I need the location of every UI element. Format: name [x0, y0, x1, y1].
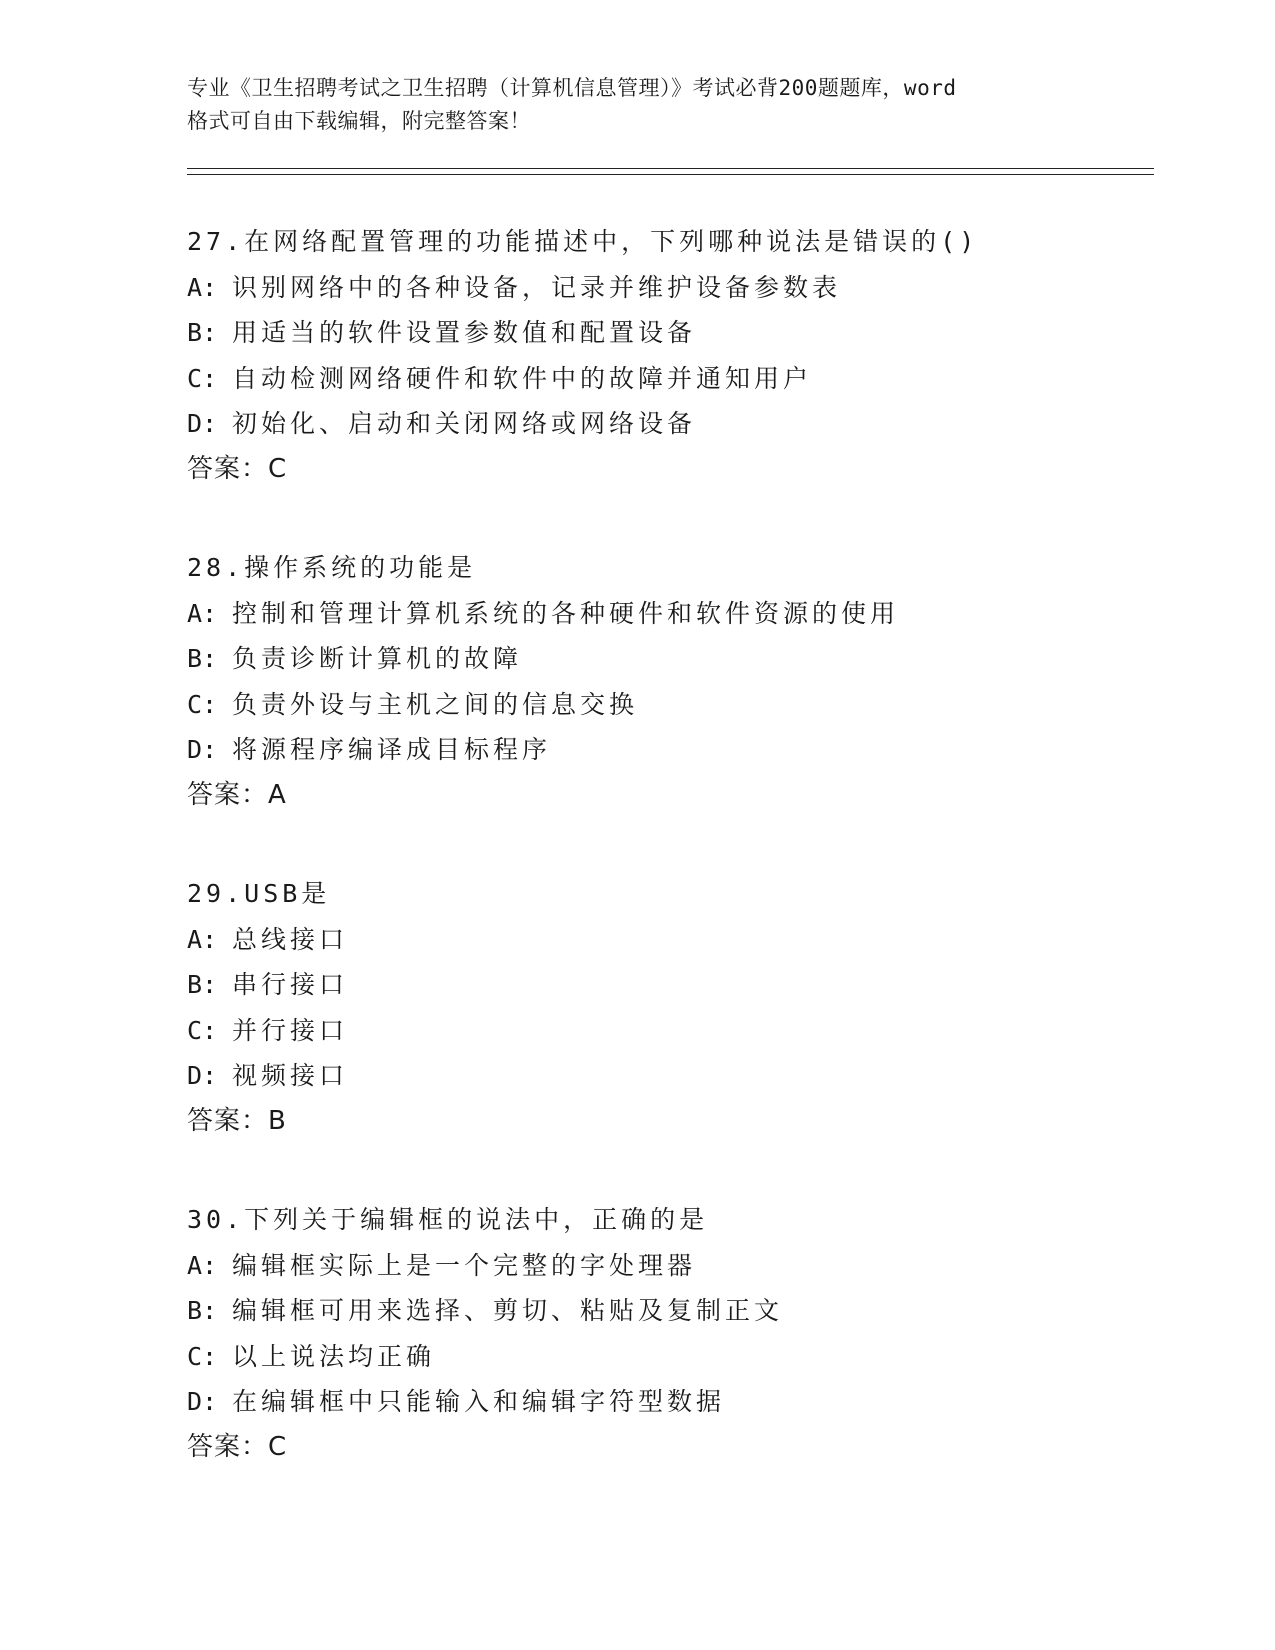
question-27 — [187, 219, 1152, 492]
option-letter: D: — [187, 1061, 218, 1090]
question-stem: 30.下列关于编辑框的说法中，正确的是 — [187, 1205, 709, 1234]
option-a — [187, 265, 1152, 311]
option-d — [187, 1053, 1152, 1099]
option-letter: C: — [187, 1341, 218, 1371]
option-text: 初始化、启动和关闭网络或网络设备 — [232, 409, 697, 438]
answer: 答案：C — [187, 453, 288, 484]
header-line-1: 专业《卫生招聘考试之卫生招聘（计算机信息管理）》考试必背200题题库，word — [187, 76, 957, 100]
option-letter: A: — [187, 1250, 218, 1280]
option-letter: B: — [187, 318, 218, 347]
option-text: 串行接口 — [232, 970, 349, 999]
option-c — [187, 682, 1152, 728]
option-text: 控制和管理计算机系统的各种硬件和软件资源的使用 — [232, 598, 900, 628]
option-letter: C: — [187, 689, 218, 719]
question-30 — [187, 1197, 1152, 1470]
option-letter: B: — [187, 644, 218, 673]
option-d — [187, 401, 1152, 447]
document-header — [187, 72, 1087, 138]
option-d — [187, 727, 1152, 773]
option-letter: B: — [187, 1296, 218, 1325]
question-stem: 29.USB是 — [187, 879, 331, 908]
option-c — [187, 356, 1152, 402]
option-text: 将源程序编译成目标程序 — [232, 735, 552, 764]
option-text: 以上说法均正确 — [232, 1341, 436, 1371]
option-a — [187, 917, 1152, 963]
question-stem: 27.在网络配置管理的功能描述中，下列哪种说法是错误的() — [187, 227, 979, 256]
option-a — [187, 1243, 1152, 1289]
option-b — [187, 1288, 1152, 1334]
question-list — [187, 219, 1152, 1470]
option-letter: A: — [187, 272, 218, 302]
answer: 答案：C — [187, 1431, 288, 1462]
option-b — [187, 962, 1152, 1008]
option-letter: D: — [187, 1387, 218, 1416]
option-letter: B: — [187, 970, 218, 999]
option-text: 在编辑框中只能输入和编辑字符型数据 — [232, 1387, 726, 1416]
option-text: 自动检测网络硬件和软件中的故障并通知用户 — [232, 363, 813, 393]
option-letter: A: — [187, 598, 218, 628]
option-text: 总线接口 — [232, 924, 349, 954]
document-page — [187, 72, 1152, 1523]
option-letter: C: — [187, 1015, 218, 1045]
header-double-rule — [187, 168, 1154, 175]
option-a — [187, 591, 1152, 637]
question-28 — [187, 545, 1152, 818]
option-letter: D: — [187, 409, 218, 438]
option-b — [187, 636, 1152, 682]
option-text: 识别网络中的各种设备，记录并维护设备参数表 — [232, 272, 842, 302]
option-b — [187, 310, 1152, 356]
option-text: 编辑框可用来选择、剪切、粘贴及复制正文 — [232, 1296, 784, 1325]
option-c — [187, 1008, 1152, 1054]
option-letter: C: — [187, 363, 218, 393]
option-text: 用适当的软件设置参数值和配置设备 — [232, 318, 697, 347]
header-line-2: 格式可自由下载编辑，附完整答案！ — [187, 109, 531, 133]
option-text: 编辑框实际上是一个完整的字处理器 — [232, 1250, 697, 1280]
option-text: 负责诊断计算机的故障 — [232, 644, 523, 673]
option-text: 并行接口 — [232, 1015, 349, 1045]
option-letter: A: — [187, 924, 218, 954]
option-letter: D: — [187, 735, 218, 764]
option-c — [187, 1334, 1152, 1380]
question-29 — [187, 871, 1152, 1144]
option-d — [187, 1379, 1152, 1425]
question-stem: 28.操作系统的功能是 — [187, 553, 477, 582]
answer: 答案：A — [187, 779, 287, 810]
option-text: 视频接口 — [232, 1061, 349, 1090]
answer: 答案：B — [187, 1105, 287, 1136]
option-text: 负责外设与主机之间的信息交换 — [232, 689, 639, 719]
